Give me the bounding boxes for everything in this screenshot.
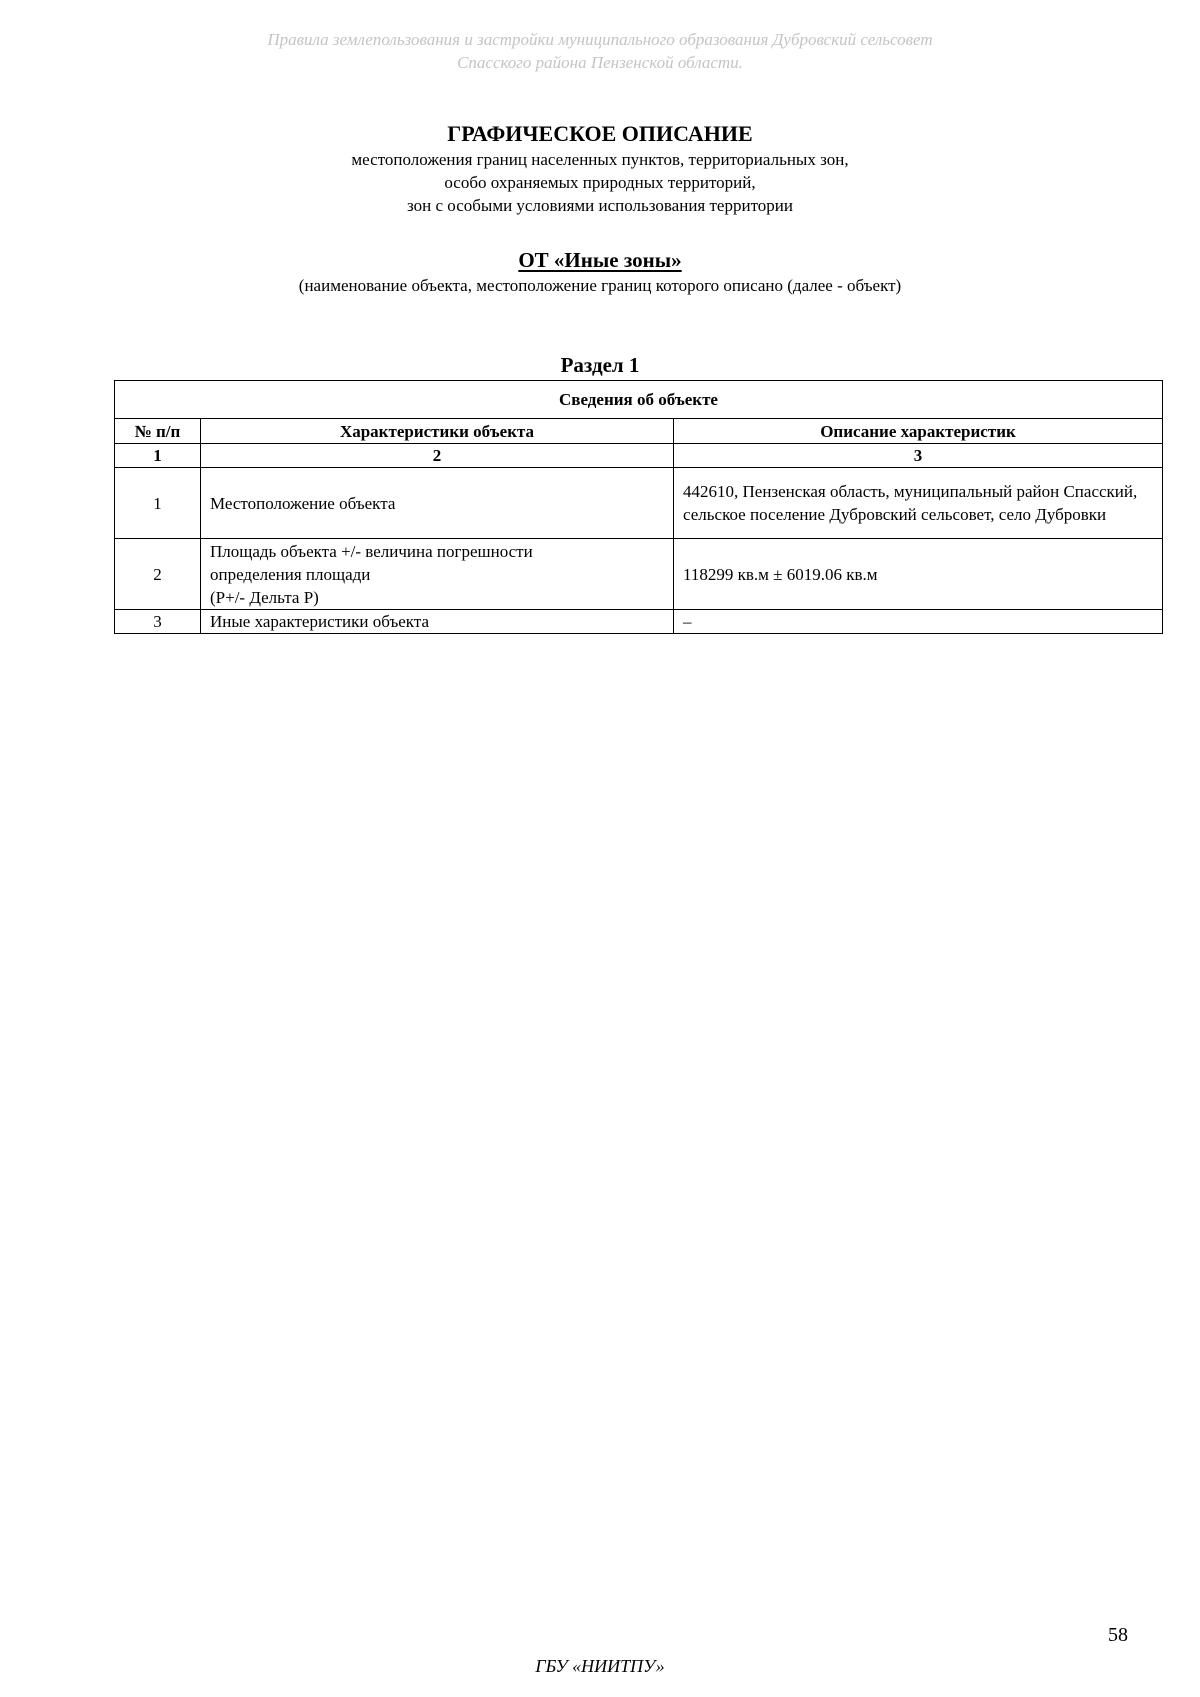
table-caption: Сведения об объекте — [115, 381, 1163, 419]
subtitle-line-2: особо охраняемых природных территорий, — [444, 173, 756, 192]
page-number: 58 — [1108, 1624, 1128, 1646]
object-info-table — [114, 380, 1163, 634]
object-caption: (наименование объекта, местоположение границ которого описано (далее - объект) — [298, 276, 902, 295]
row-characteristic: Местоположение объекта — [201, 468, 674, 539]
column-number-3: 3 — [674, 444, 1163, 468]
document-title: ГРАФИЧЕСКОЕ ОПИСАНИЕ — [447, 121, 753, 146]
running-header-line-1: Правила землепользования и застройки муниципального образования Дубровский сельсовет — [267, 30, 933, 49]
table-row — [115, 539, 1163, 610]
column-number-2: 2 — [201, 444, 674, 468]
object-name-text: ОТ «Иные зоны» — [518, 248, 682, 272]
column-header-characteristic: Характеристики объекта — [201, 419, 674, 444]
row-description: 442610, Пензенская область, муниципальный район Спасский, сельское поселение Дубровский сельсовет, село Дубровки — [674, 468, 1163, 539]
footer-organization: ГБУ «НИИТПУ» — [535, 1656, 665, 1676]
running-header-line-2: Спасского района Пензенской области. — [457, 53, 743, 72]
row-number: 2 — [115, 539, 201, 610]
row-description: 118299 кв.м ± 6019.06 кв.м — [674, 539, 1163, 610]
subtitle-line-3: зон с особыми условиями использования территории — [407, 196, 793, 215]
table-row — [115, 610, 1163, 634]
table-row — [115, 468, 1163, 539]
row-number: 1 — [115, 468, 201, 539]
section-title: Раздел 1 — [560, 353, 640, 377]
document-subtitle — [0, 148, 1200, 217]
row-characteristic: Площадь объекта +/- величина погрешности определения площади (P+/- Дельта P) — [201, 539, 674, 610]
column-header-number: № п/п — [115, 419, 201, 444]
table-caption-row — [115, 381, 1163, 419]
column-number-1: 1 — [115, 444, 201, 468]
row-characteristic: Иные характеристики объекта — [201, 610, 674, 634]
row-number: 3 — [115, 610, 201, 634]
table-column-numbers-row — [115, 444, 1163, 468]
subtitle-line-1: местоположения границ населенных пунктов, территориальных зон, — [351, 150, 849, 169]
object-name — [0, 247, 1200, 273]
row-description: – — [674, 610, 1163, 634]
running-header — [0, 28, 1200, 74]
column-header-description: Описание характеристик — [674, 419, 1163, 444]
table-header-row — [115, 419, 1163, 444]
